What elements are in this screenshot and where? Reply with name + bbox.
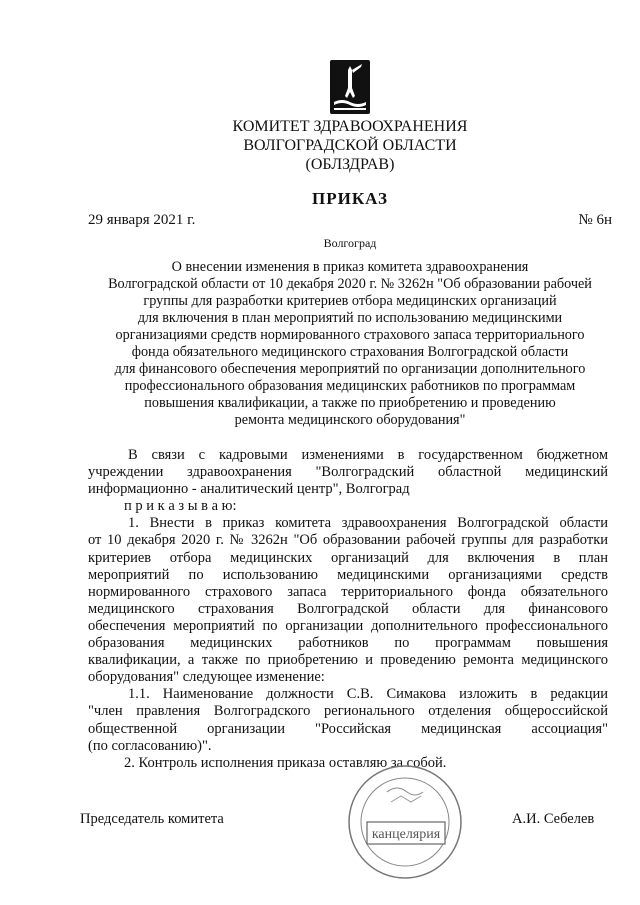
subject-line: О внесении изменения в приказ комитета здравоохранения — [171, 259, 529, 275]
subject-line: профессионального образования медицинских работников по программам — [124, 378, 576, 394]
signatory-role: Председатель комитета — [80, 811, 224, 827]
body-line: оборудования" следующее изменение: — [88, 669, 325, 686]
stamp-label: канцелярия — [371, 827, 441, 842]
volgograd-emblem-icon — [328, 58, 372, 116]
document-number: № 6н — [578, 212, 612, 228]
org-abbreviation: (ОБЛЗДРАВ) — [305, 156, 395, 173]
document-type-title: ПРИКАЗ — [312, 189, 388, 208]
body-line: общественной организации "Российская медицинская ассоциация" — [88, 720, 608, 737]
subject-line: группы для разработки критериев отбора медицинских организаций — [143, 293, 557, 309]
body-line: 1.1. Наименование должности С.В. Симакова изложить в редакции — [128, 686, 608, 703]
document-city: Волгоград — [323, 236, 377, 250]
body-line: 2. Контроль исполнения приказа оставляю за собой. — [124, 754, 447, 771]
office-stamp-icon — [345, 762, 465, 882]
body-line: критериев отбора медицинских организаций для включения в план — [88, 549, 608, 566]
body-line: учреждении здравоохранения "Волгоградский областной медицинский — [88, 464, 608, 481]
body-line: квалификации, а также по приобретению и проведению ремонта медицинского — [88, 652, 608, 669]
subject-line: фонда обязательного медицинского страхования Волгоградской области — [131, 344, 569, 360]
subject-line: Волгоградской области от 10 декабря 2020 г. № 3262н "Об образовании рабочей — [108, 276, 592, 292]
body-line: "член правления Волгоградского регионального отделения общероссийской — [88, 703, 608, 720]
order-verb: п р и к а з ы в а ю: — [124, 498, 237, 515]
subject-line: повышения квалификации, а также по приобретению и проведению — [144, 395, 556, 411]
body-line: 1. Внести в приказ комитета здравоохранения Волгоградской области — [128, 515, 608, 532]
document-date: 29 января 2021 г. — [88, 212, 196, 228]
org-name-line-1: КОМИТЕТ ЗДРАВООХРАНЕНИЯ — [232, 118, 468, 135]
body-line: мероприятий по использованию медицинскими организациями средств — [88, 566, 608, 583]
subject-line: ремонта медицинского оборудования" — [234, 412, 466, 428]
org-name-line-2: ВОЛГОГРАДСКОЙ ОБЛАСТИ — [243, 137, 457, 154]
signatory-name: А.И. Себелев — [512, 811, 595, 827]
subject-line: для финансового обеспечения мероприятий по организации дополнительного — [114, 361, 586, 377]
document-subject — [76, 259, 624, 429]
body-line: медицинского страхования Волгоградской области для финансового — [88, 600, 608, 617]
body-line: информационно - аналитический центр", Волгоград — [88, 481, 410, 498]
body-line: (по согласованию)". — [88, 737, 212, 754]
body-line: В связи с кадровыми изменениями в государственном бюджетном — [128, 447, 608, 463]
subject-line: для включения в план мероприятий по использованию медицинскими — [137, 310, 563, 326]
body-line: от 10 декабря 2020 г. № 3262н "Об образовании рабочей группы для разработки — [88, 532, 608, 549]
body-line: нормированного страхового запаса территориального фонда обязательного — [88, 583, 608, 600]
body-line: образования медицинских работников по программам повышения — [88, 635, 608, 652]
body-line: обеспечения мероприятий по организации дополнительного профессионального — [88, 617, 608, 634]
subject-line: организациями средств нормированного страхового запаса территориального — [115, 327, 585, 343]
document-body — [88, 447, 608, 772]
